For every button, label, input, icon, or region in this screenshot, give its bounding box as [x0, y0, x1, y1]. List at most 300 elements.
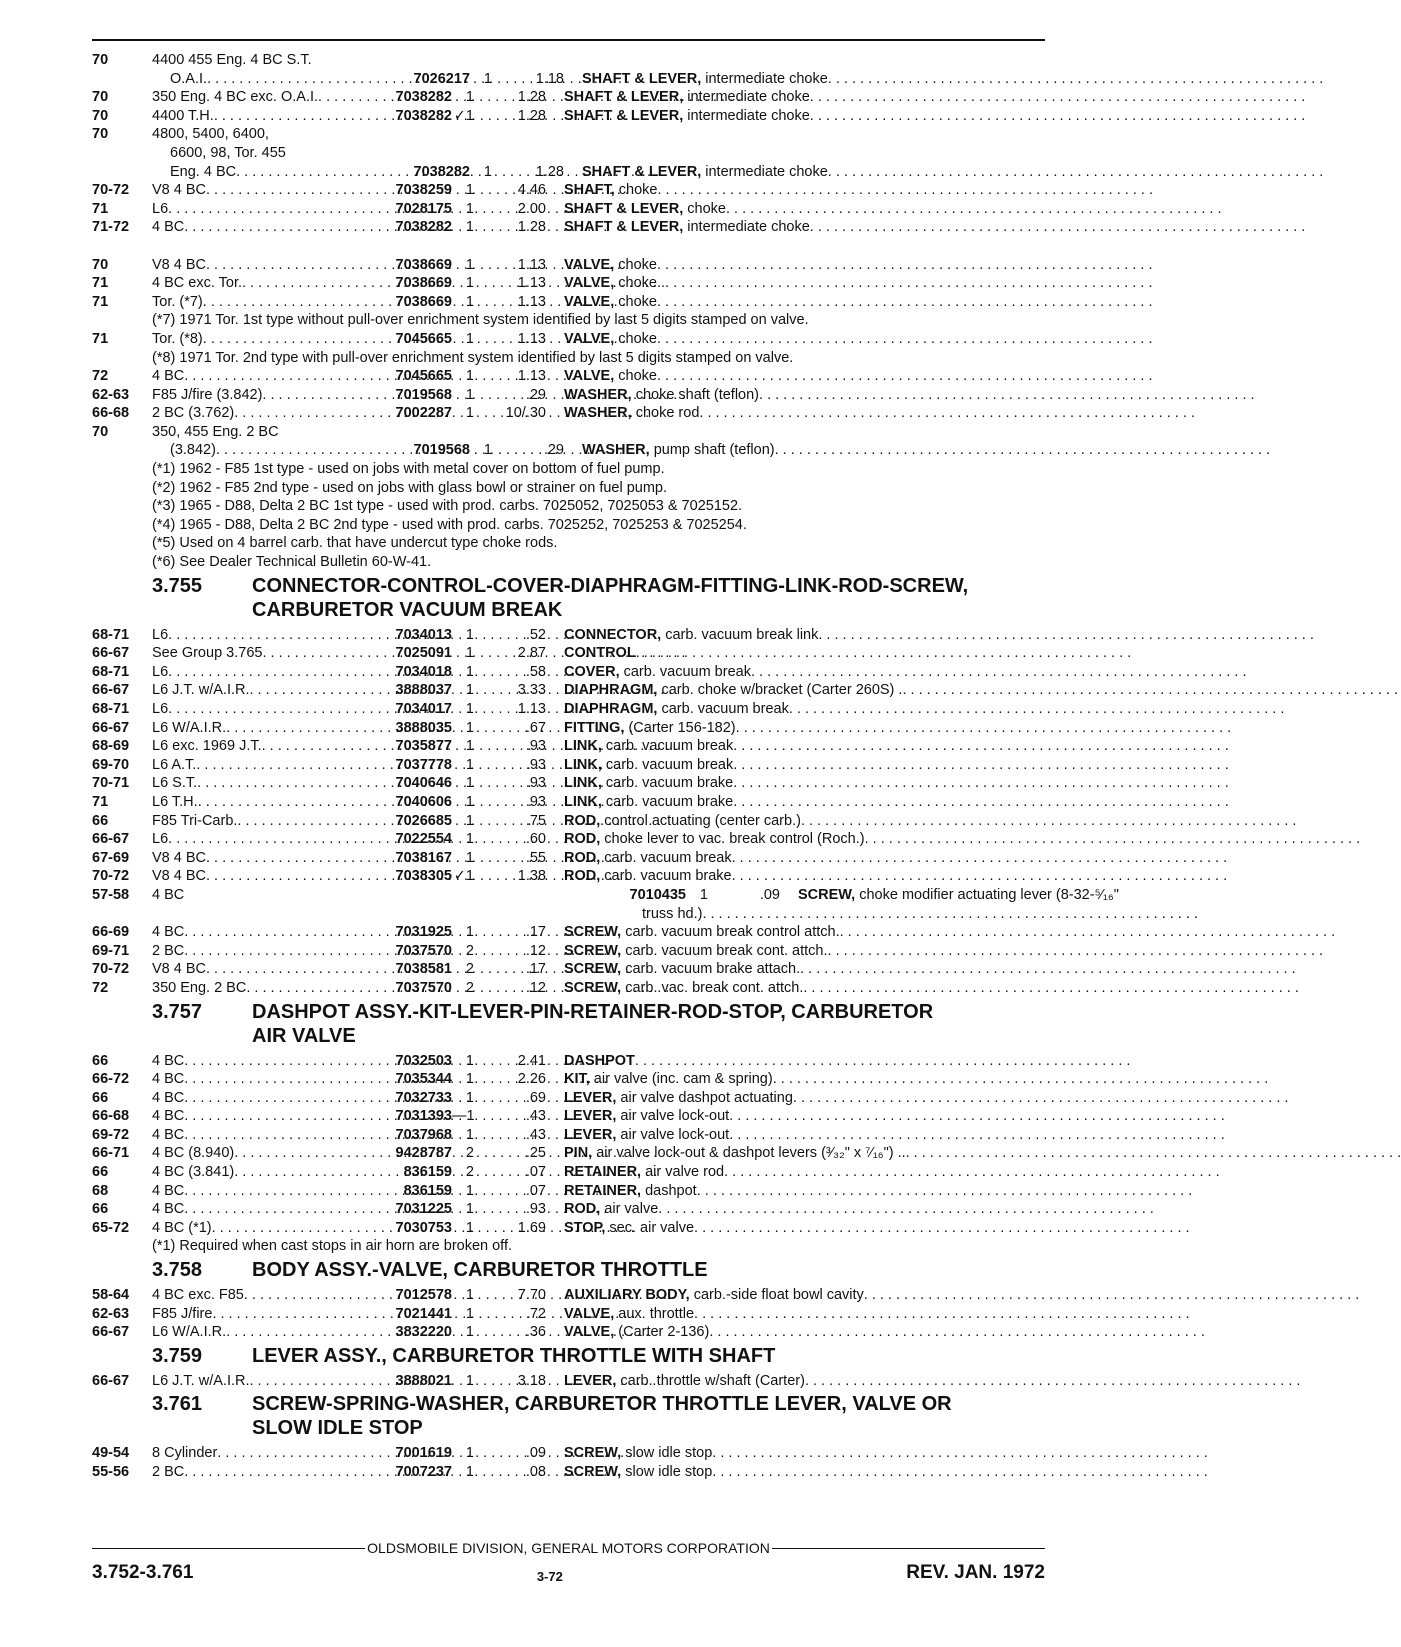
- part-row: [92, 1463, 1045, 1482]
- part-row: [92, 1219, 1045, 1238]
- quantity: 1: [465, 219, 474, 236]
- part-name: [564, 1163, 1220, 1182]
- application: [152, 1372, 372, 1391]
- application-text: L6: [152, 663, 169, 680]
- application-text: 4 BC: [152, 1182, 185, 1199]
- leader-dots: [818, 626, 1314, 645]
- quantity: 1: [465, 368, 474, 385]
- part-name-text: [564, 700, 789, 719]
- part-number: 7040606: [395, 793, 452, 810]
- application-text: (3.842): [170, 442, 216, 459]
- part-number: 7038282: [395, 107, 452, 124]
- revision-date: REV. JAN. 1972: [906, 1562, 1045, 1583]
- quantity: 1: [465, 645, 474, 662]
- part-detail: sec. air valve: [605, 1219, 695, 1236]
- quantity: 1: [465, 626, 474, 643]
- leader-dots: [906, 1144, 1401, 1163]
- part-number: 3888035: [395, 719, 452, 736]
- quantity: 1: [465, 1071, 474, 1088]
- price: .09: [525, 1445, 546, 1462]
- application-text: 4 BC: [152, 1201, 185, 1218]
- model-year: 68-71: [92, 626, 130, 643]
- application: [152, 88, 372, 107]
- leader-dots: [732, 849, 1228, 868]
- quantity: 2: [465, 1145, 474, 1162]
- part-name: [564, 812, 1296, 831]
- application-text: F85 J/fire (3.842): [152, 386, 263, 403]
- part-name-text: [564, 756, 733, 775]
- leader-dots: [709, 1323, 1205, 1342]
- application: [152, 830, 372, 849]
- price: 7.70: [517, 1287, 546, 1304]
- part-row: [92, 979, 1045, 998]
- part-name: [564, 88, 1305, 107]
- price: 1.13: [517, 368, 546, 385]
- leader-dots: [729, 1107, 1225, 1126]
- part-number: 7021441: [395, 1305, 452, 1322]
- part-name: [582, 441, 1270, 460]
- leader-dots: [712, 1463, 1208, 1482]
- quantity: 1: [465, 1089, 474, 1106]
- part-row: [92, 1182, 1045, 1201]
- part-detail: intermediate choke: [683, 107, 810, 124]
- part-name-text: [564, 293, 657, 312]
- quantity: 1: [465, 275, 474, 292]
- model-year: 68: [92, 1182, 109, 1199]
- part-name-text: [564, 644, 636, 663]
- part-row: [92, 330, 1045, 349]
- part-name: [564, 960, 1296, 979]
- group-title: LEVER ASSY., CARBURETOR THROTTLE WITH SHAFT: [252, 1344, 776, 1367]
- application: [152, 274, 372, 293]
- part-name-text: [564, 960, 800, 979]
- model-year: 66: [92, 1201, 109, 1218]
- part-name-text: [564, 88, 810, 107]
- part-name-bold: KIT,: [564, 1071, 590, 1088]
- part-number: 7040646: [395, 775, 452, 792]
- model-year: 66-67: [92, 719, 130, 736]
- part-name-bold: DIAPHRAGM,: [564, 682, 658, 699]
- leader-dots: [657, 330, 1153, 349]
- part-detail: carb. vacuum brake attach.: [621, 961, 801, 978]
- price: .25: [525, 1145, 546, 1162]
- application-text: 350, 455 Eng. 2 BC: [152, 423, 279, 440]
- leader-dots: [789, 700, 1285, 719]
- application: [152, 107, 372, 126]
- part-name: [624, 905, 1198, 924]
- application: [152, 960, 372, 979]
- part-row: [92, 626, 1045, 645]
- part-row: [92, 1089, 1045, 1108]
- price: 1.38: [517, 868, 546, 885]
- price: 2.00: [517, 200, 546, 217]
- model-year: 70: [92, 423, 109, 440]
- leader-dots: [658, 1200, 1154, 1219]
- quantity: 1: [465, 682, 474, 699]
- group-title: SCREW-SPRING-WASHER, CARBURETOR THROTTLE LEVER, VALVE OR: [252, 1393, 952, 1416]
- footnote: (*6) See Dealer Technical Bulletin 60-W-41.: [152, 554, 432, 571]
- part-name: [564, 274, 1152, 293]
- price: .29: [525, 386, 546, 403]
- part-name: [564, 774, 1229, 793]
- part-detail: carb. vacuum brake: [601, 793, 734, 810]
- part-row: [92, 404, 1045, 423]
- quantity: 1: [483, 70, 492, 87]
- quantity: 1: [465, 701, 474, 717]
- leader-dots: [840, 923, 1336, 942]
- part-name-text: [564, 1372, 805, 1391]
- part-detail: truss hd.): [642, 905, 703, 922]
- part-name-bold: WASHER,: [582, 442, 650, 459]
- leader-dots: [657, 181, 1153, 200]
- group-number: 3.761: [152, 1393, 203, 1416]
- part-detail: dashpot: [641, 1182, 697, 1199]
- application-text: 4800, 5400, 6400,: [152, 126, 269, 143]
- leader-dots: [657, 367, 1153, 386]
- part-detail: (Carter 156-182): [624, 719, 736, 736]
- part-name: [564, 700, 1284, 719]
- washer-rows: [92, 367, 1045, 460]
- price: .17: [525, 961, 546, 978]
- part-number: 7026217: [413, 70, 470, 87]
- part-name-text: [564, 1163, 724, 1182]
- model-year: 70: [92, 256, 109, 273]
- part-row: [92, 1052, 1045, 1071]
- model-year: 57-58: [92, 886, 130, 903]
- application-text: V8 4 BC: [152, 182, 206, 199]
- quantity: 1: [465, 89, 474, 106]
- part-name-bold: DIAPHRAGM,: [564, 701, 658, 717]
- application: [152, 218, 372, 237]
- quantity: 1: [465, 1219, 474, 1236]
- application: [152, 812, 372, 831]
- price: 1.13: [517, 256, 546, 273]
- application-text: L6 T.H.: [152, 793, 198, 810]
- price: 2.41: [517, 1052, 546, 1069]
- top-rule: [92, 39, 1045, 41]
- part-detail: carb. vacuum brake: [600, 868, 732, 885]
- part-detail: choke: [614, 368, 657, 385]
- part-name: [798, 886, 1119, 905]
- shaft-lever-rows: [92, 51, 1045, 237]
- part-detail: choke: [614, 256, 657, 273]
- part-name-bold: VALVE,: [564, 1305, 615, 1322]
- model-year: 72: [92, 979, 109, 996]
- leader-dots: [712, 1444, 1208, 1463]
- part-number: 7022554: [395, 831, 452, 848]
- quantity: 1: [465, 182, 474, 199]
- price: .55: [525, 849, 546, 866]
- quantity: 1: [465, 738, 474, 755]
- price: 1.13: [517, 330, 546, 347]
- idle-stop-rows: [92, 1444, 1045, 1481]
- part-row: [92, 1107, 1045, 1126]
- throttle-body-rows: [92, 1286, 1045, 1342]
- application: [152, 125, 606, 144]
- part-name-bold: DASHPOT: [564, 1052, 635, 1069]
- part-row: [92, 200, 1045, 219]
- part-row: [92, 1070, 1045, 1089]
- application-text: L6 W/A.I.R.: [152, 719, 227, 736]
- group-heading-3757: [92, 1002, 1045, 1046]
- application: [152, 1070, 372, 1089]
- application-text: 4 BC: [152, 924, 185, 941]
- part-detail: intermediate choke: [683, 219, 810, 236]
- part-name: [564, 1144, 1401, 1163]
- model-year: 68-71: [92, 663, 130, 680]
- throttle-lever-rows: [92, 1372, 1045, 1391]
- part-name: [564, 737, 1229, 756]
- part-name: [564, 830, 1360, 849]
- part-name-text: [582, 163, 828, 182]
- part-name-text: [564, 1444, 712, 1463]
- footnotes-list: [92, 460, 1045, 572]
- part-number: 7035344: [395, 1071, 452, 1088]
- application: [152, 849, 372, 868]
- group-title-line2: CARBURETOR VACUUM BREAK: [252, 598, 563, 621]
- part-name-text: [564, 330, 657, 349]
- part-row: [92, 163, 1045, 182]
- application: [152, 1144, 372, 1163]
- part-name-text: [564, 1107, 729, 1126]
- model-year: 71: [92, 200, 109, 217]
- application: [152, 1444, 372, 1463]
- group-title-line2: SLOW IDLE STOP: [252, 1417, 423, 1440]
- part-number: 7045665: [395, 330, 452, 347]
- model-year: 69-71: [92, 942, 130, 959]
- quantity: ✓1: [453, 107, 474, 124]
- application-text: 8 Cylinder: [152, 1445, 218, 1462]
- price: .60: [525, 831, 546, 848]
- part-name-bold: SCREW,: [564, 979, 622, 996]
- price: .07: [525, 1182, 546, 1199]
- application: [152, 867, 372, 886]
- quantity: 1: [465, 1372, 474, 1389]
- part-detail: carb. vacuum brake: [601, 775, 734, 792]
- part-name: [564, 1219, 1190, 1238]
- part-detail: carb. vacuum break link: [661, 626, 819, 643]
- part-number: 7037778: [395, 756, 452, 773]
- part-name: [564, 256, 1152, 275]
- part-name: [564, 626, 1314, 645]
- part-row: [92, 793, 1045, 812]
- division-name: OLDSMOBILE DIVISION, GENERAL MOTORS CORPORATION: [367, 1540, 770, 1556]
- part-detail: intermediate choke: [701, 163, 828, 180]
- part-row: [92, 441, 1045, 460]
- price: .36: [525, 1324, 546, 1341]
- part-name-text: [564, 1286, 864, 1305]
- air-valve-rows: [92, 1052, 1045, 1238]
- application: [152, 886, 606, 905]
- leader-dots: [635, 1052, 1131, 1071]
- model-year: 70-72: [92, 961, 130, 978]
- part-row: [92, 663, 1045, 682]
- application: [152, 256, 372, 275]
- quantity: 1: [465, 1182, 474, 1199]
- price: .67: [525, 719, 546, 736]
- price: .93: [525, 756, 546, 773]
- price: .93: [525, 1201, 546, 1218]
- quantity: 1: [465, 330, 474, 347]
- quantity: 1: [465, 1324, 474, 1341]
- part-detail: slow idle stop: [621, 1464, 713, 1480]
- application: [152, 1463, 372, 1482]
- application: [152, 1089, 372, 1108]
- part-detail: choke shaft (teflon): [631, 386, 760, 403]
- part-row: [92, 812, 1045, 831]
- part-row: [92, 644, 1045, 663]
- footnote: (*2) 1962 - F85 2nd type - used on jobs with glass bowl or strainer on fuel pump.: [152, 479, 668, 496]
- part-name-bold: PIN,: [564, 1145, 593, 1162]
- model-year: 55-56: [92, 1464, 130, 1480]
- application-text: F85 Tri-Carb.: [152, 812, 238, 829]
- part-name-bold: CONTROL: [564, 645, 636, 662]
- model-year: 66-67: [92, 1324, 130, 1341]
- application: [152, 979, 372, 998]
- price: 1.13: [517, 275, 546, 292]
- part-row: [92, 51, 1045, 70]
- leader-dots: [702, 905, 1198, 924]
- part-name-text: [564, 849, 732, 868]
- model-year: 68-69: [92, 738, 130, 755]
- application-text: Tor. (*7): [152, 293, 203, 310]
- model-year: 66-68: [92, 1108, 130, 1125]
- application-text: L6: [152, 831, 169, 848]
- part-name: [564, 1107, 1225, 1126]
- part-name-bold: VALVE,: [564, 330, 615, 347]
- leader-dots: [733, 774, 1229, 793]
- footer-rule-left: [92, 1548, 365, 1549]
- application: [152, 1305, 372, 1324]
- part-name: [564, 1089, 1288, 1108]
- part-detail: carb. vacuum break: [601, 756, 734, 773]
- quantity: 1: [465, 1445, 474, 1462]
- application: [152, 756, 372, 775]
- part-name: [564, 1182, 1192, 1201]
- price: 2.87: [517, 645, 546, 662]
- part-name-bold: LEVER,: [564, 1108, 617, 1125]
- application-text: 4 BC: [152, 886, 185, 903]
- part-name-bold: VALVE,: [564, 256, 615, 273]
- application-text: V8 4 BC: [152, 849, 206, 866]
- application: [152, 644, 372, 663]
- part-name: [564, 663, 1246, 682]
- application: [152, 144, 624, 163]
- quantity: 1: [465, 1464, 474, 1480]
- part-number: 7034018: [395, 663, 452, 680]
- application: [152, 1219, 372, 1238]
- application: [152, 923, 372, 942]
- part-name-bold: LINK,: [564, 793, 602, 810]
- part-row: [92, 107, 1045, 126]
- part-name: [564, 849, 1227, 868]
- application-text: L6 W/A.I.R.: [152, 1324, 227, 1341]
- application-text: 4 BC: [152, 1089, 185, 1106]
- part-detail: carb. choke w/bracket (Carter 260S) .: [657, 682, 903, 699]
- part-name-bold: LEVER,: [564, 1089, 617, 1106]
- leader-dots: [736, 719, 1232, 738]
- quantity: 1: [465, 1126, 474, 1143]
- part-name-text: [564, 200, 726, 219]
- application: [152, 441, 390, 460]
- part-name: [564, 793, 1229, 812]
- part-row: [92, 144, 1045, 163]
- application-text: 4 BC (8.940): [152, 1145, 235, 1162]
- part-name-bold: ROD,: [564, 831, 601, 848]
- application-text: 4 BC: [152, 1071, 185, 1088]
- quantity: 1: [465, 775, 474, 792]
- model-year: 66-67: [92, 682, 130, 699]
- part-row: [92, 1286, 1045, 1305]
- quantity: —1: [452, 1108, 475, 1125]
- part-name-bold: ROD,: [564, 812, 601, 829]
- part-number: 7038669: [395, 256, 452, 273]
- part-name-text: [564, 626, 818, 645]
- part-number: 7034017: [395, 701, 452, 717]
- application-text: L6: [152, 626, 169, 643]
- part-name-text: [564, 942, 828, 961]
- part-detail: air valve lock-out & dashpot levers (³⁄₃₂" x ⁷⁄₁₆") ..: [592, 1145, 906, 1162]
- part-name-bold: SCREW,: [564, 1464, 622, 1480]
- part-number: 7037968: [395, 1126, 452, 1143]
- part-number: 7034013: [395, 626, 452, 643]
- quantity: 1: [465, 405, 474, 422]
- part-name-bold: SHAFT & LEVER,: [564, 219, 684, 236]
- leader-dots: [773, 1070, 1269, 1089]
- part-row: [92, 1126, 1045, 1145]
- quantity: 2: [465, 1164, 474, 1181]
- part-name: [564, 181, 1153, 200]
- part-name-text: [564, 681, 902, 700]
- part-number: 7002287: [395, 405, 452, 422]
- application-text: Eng. 4 BC: [170, 163, 237, 180]
- price: 1.18: [535, 70, 564, 87]
- application-text: 2 BC: [152, 1464, 185, 1480]
- leader-dots: [810, 107, 1306, 126]
- price: .69: [525, 1089, 546, 1106]
- application: [152, 70, 390, 89]
- application: [152, 200, 372, 219]
- quantity: 1: [465, 386, 474, 403]
- parts-listing: [92, 51, 1119, 1482]
- application-text: 4 BC: [152, 1108, 185, 1125]
- part-name-text: [564, 181, 657, 200]
- part-name: [564, 1463, 1208, 1482]
- part-row: [92, 886, 1119, 905]
- part-name-text: [564, 274, 657, 293]
- leader-dots: [751, 663, 1247, 682]
- part-name-bold: VALVE,: [564, 368, 615, 385]
- footnote: (*4) 1965 - D88, Delta 2 BC 2nd type - used with prod. carbs. 7025252, 7025253 & 7025254.: [152, 516, 747, 533]
- part-name: [564, 1052, 1130, 1071]
- part-name: [564, 756, 1229, 775]
- model-year: 68-71: [92, 701, 130, 717]
- application-text: V8 4 BC: [152, 256, 206, 273]
- application-text: L6 J.T. w/A.I.R.: [152, 682, 250, 699]
- application-text: 2 BC (3.762): [152, 405, 235, 422]
- valve-rows: [92, 256, 1045, 312]
- part-name-bold: LINK,: [564, 775, 602, 792]
- part-name-text: [564, 256, 657, 275]
- application-text: 4 BC (3.841): [152, 1164, 235, 1181]
- price: .12: [525, 979, 546, 996]
- part-row: [92, 1163, 1045, 1182]
- part-name: [564, 979, 1299, 998]
- part-number: 3888037: [395, 682, 452, 699]
- application-text: 4 BC exc. Tor.: [152, 275, 242, 292]
- part-number: 3832220: [395, 1324, 452, 1341]
- part-detail: intermediate choke: [701, 70, 828, 87]
